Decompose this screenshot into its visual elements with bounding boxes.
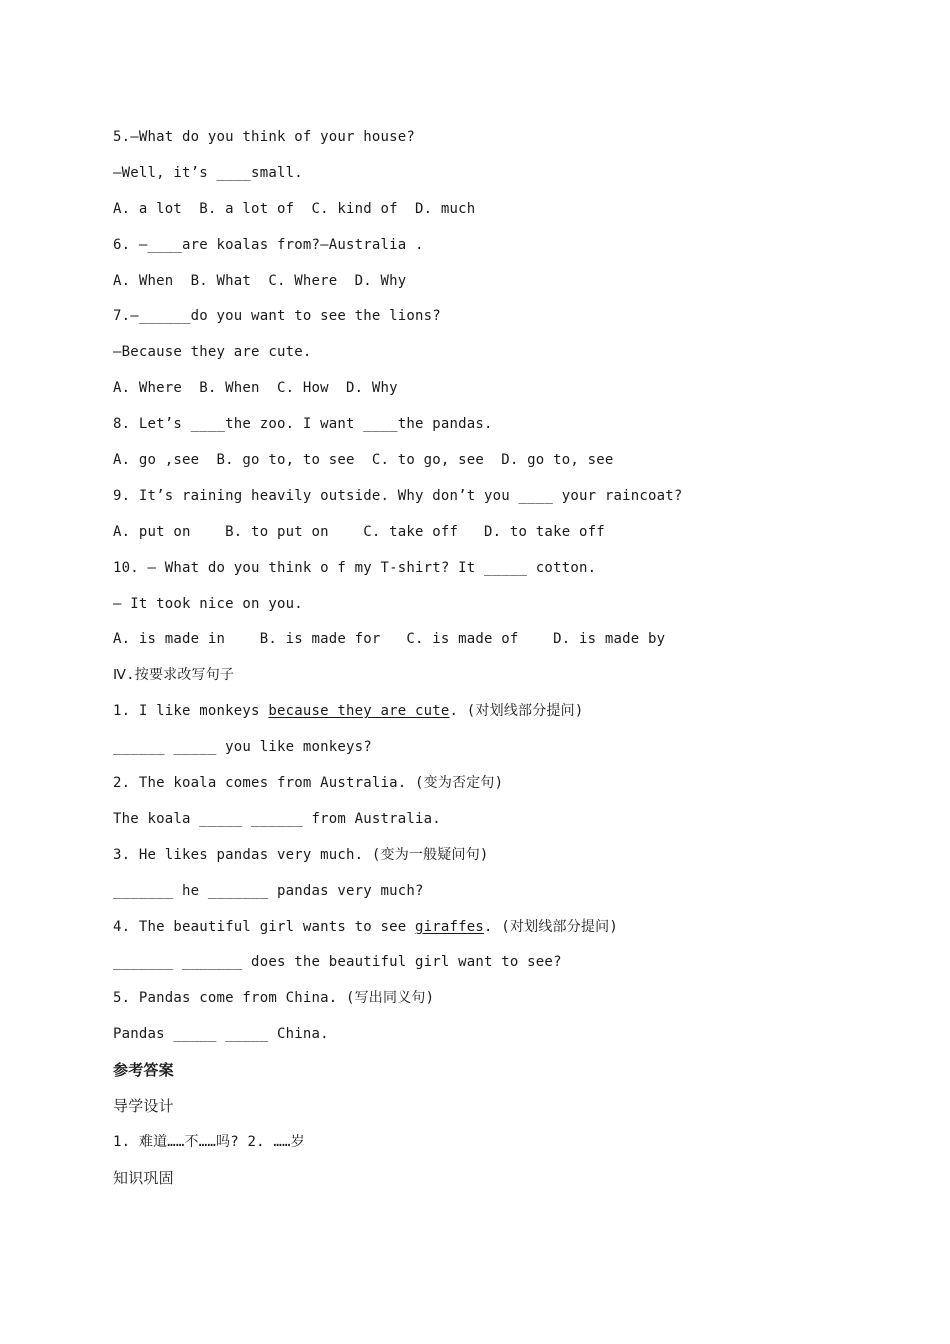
text-line-q5b	[113, 159, 873, 195]
text-line-r2a	[113, 805, 873, 841]
line-text: —Because they are cute.	[113, 344, 312, 361]
line-text: 1. I like monkeys	[113, 703, 269, 720]
line-text: A. When B. What C. Where D. Why	[113, 272, 407, 289]
text-line-q8-opts	[113, 446, 873, 482]
text-line-q7b	[113, 338, 873, 374]
line-text: 10. — What do you think o f my T-shirt? It _____ cotton.	[113, 559, 597, 576]
line-text: ______ _____ you like monkeys?	[113, 739, 372, 756]
line-text: 导学设计	[113, 1097, 174, 1116]
line-text: _______ _______ does the beautiful girl want to see?	[113, 954, 562, 971]
text-line-r1a	[113, 733, 873, 769]
text-line-consol	[113, 1164, 873, 1200]
text-line-q7-opts	[113, 374, 873, 410]
text-line-q8	[113, 410, 873, 446]
text-line-q9-opts	[113, 518, 873, 554]
line-text: 1. 难道……不……吗? 2. ……岁	[113, 1133, 305, 1150]
text-line-r5	[113, 984, 873, 1020]
text-line-r4a	[113, 948, 873, 984]
underlined-text: because they are cute	[268, 703, 450, 720]
text-line-r1	[113, 697, 873, 733]
text-line-q6-opts	[113, 267, 873, 303]
line-text: A. Where B. When C. How D. Why	[113, 380, 398, 397]
text-line-q5	[113, 123, 873, 159]
line-text: — It took nice on you.	[113, 595, 303, 612]
line-text: 3. He likes pandas very much. (变为一般疑问句)	[113, 846, 489, 863]
text-line-answers	[113, 1056, 873, 1092]
line-text: Pandas _____ _____ China.	[113, 1026, 329, 1043]
line-text: The koala _____ ______ from Australia.	[113, 810, 441, 827]
worksheet-page	[113, 123, 873, 1200]
line-text: 参考答案	[113, 1061, 174, 1080]
text-line-q5-opts	[113, 195, 873, 231]
line-text: 5.—What do you think of your house?	[113, 129, 416, 145]
text-line-r3a	[113, 877, 873, 913]
line-text: Ⅳ.按要求改写句子	[113, 667, 235, 684]
text-line-guide	[113, 1092, 873, 1128]
line-text: A. put on B. to put on C. take off D. to take off	[113, 523, 605, 540]
line-text: . (对划线部分提问)	[484, 918, 618, 935]
text-line-q10b	[113, 590, 873, 626]
text-line-guide1	[113, 1128, 873, 1164]
text-line-r3	[113, 841, 873, 877]
line-text: 5. Pandas come from China. (写出同义句)	[113, 990, 435, 1007]
text-line-q9	[113, 482, 873, 518]
line-text: 4. The beautiful girl wants to see	[113, 918, 416, 935]
text-line-q7	[113, 302, 873, 338]
line-text: 8. Let’s ____the zoo. I want ____the pandas.	[113, 416, 493, 433]
text-line-q10-opts	[113, 625, 873, 661]
line-text: . (对划线部分提问)	[449, 703, 584, 720]
text-line-q10	[113, 554, 873, 590]
text-line-r4	[113, 913, 873, 949]
text-line-q6	[113, 231, 873, 267]
text-line-r5a	[113, 1020, 873, 1056]
text-line-r2	[113, 769, 873, 805]
line-text: A. a lot B. a lot of C. kind of D. much	[113, 200, 476, 217]
line-text: 知识巩固	[113, 1168, 174, 1187]
line-text: 6. —____are koalas from?—Australia .	[113, 236, 424, 253]
line-text: 7.—______do you want to see the lions?	[113, 308, 441, 325]
line-text: 2. The koala comes from Australia. (变为否定句)	[113, 775, 504, 792]
line-text: —Well, it’s ____small.	[113, 164, 303, 181]
line-text: A. go ,see B. go to, to see C. to go, see D. go to, see	[113, 452, 614, 469]
underlined-text: giraffes	[415, 918, 485, 935]
line-text: _______ he _______ pandas very much?	[113, 882, 424, 899]
line-text: A. is made in B. is made for C. is made of D. is made by	[113, 631, 666, 648]
line-text: 9. It’s raining heavily outside. Why don’t you ____ your raincoat?	[113, 487, 683, 504]
text-line-sec4	[113, 661, 873, 697]
